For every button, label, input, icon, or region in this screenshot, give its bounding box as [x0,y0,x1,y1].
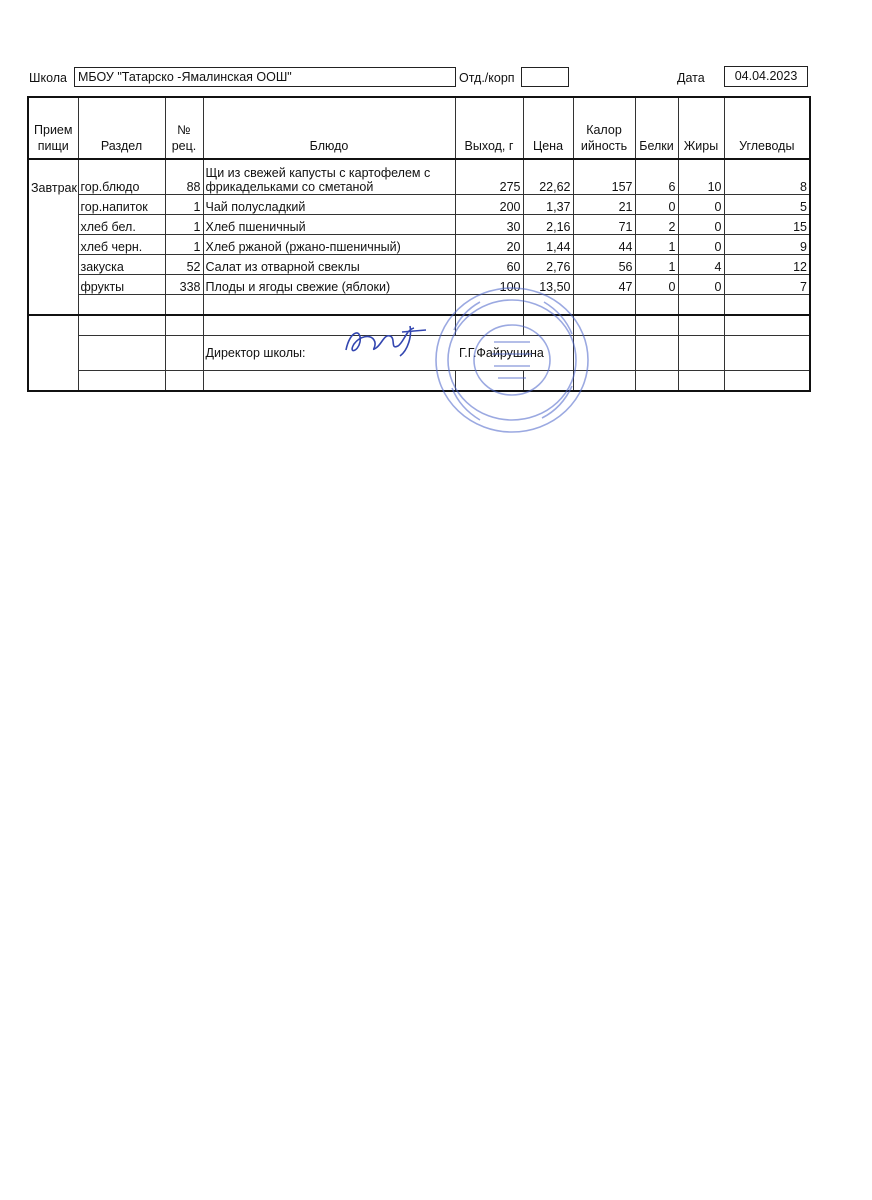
col-header-fat: Жиры [678,97,724,159]
col-header-calories: Калор ийность [573,97,635,159]
cell-price: 1,44 [523,235,573,255]
cell-dish: Чай полусладкий [203,195,455,215]
cell-calories: 47 [573,275,635,295]
cell-dish: Хлеб пшеничный [203,215,455,235]
col-header-carbs: Углеводы [724,97,810,159]
cell-yield: 275 [455,159,523,195]
cell-fat: 0 [678,275,724,295]
cell-recipe: 88 [165,159,203,195]
dept-label: Отд./корп [459,71,515,85]
cell-section: закуска [78,255,165,275]
meal-cell-empty [28,195,78,215]
cell-yield: 100 [455,275,523,295]
col-header-dish: Блюдо [203,97,455,159]
cell-yield: 200 [455,195,523,215]
table-header-row [28,97,810,159]
dept-field [521,67,569,87]
cell-recipe: 52 [165,255,203,275]
cell-recipe: 1 [165,195,203,215]
cell-fat: 4 [678,255,724,275]
cell-section: хлеб бел. [78,215,165,235]
col-header-meal: Прием пищи [28,97,78,159]
cell-carbs: 5 [724,195,810,215]
director-name: Г.Г.Файрушина [455,336,573,371]
col-header-section: Раздел [78,97,165,159]
cell-carbs: 15 [724,215,810,235]
director-row [28,336,810,371]
cell-yield: 20 [455,235,523,255]
cell-dish [203,159,455,195]
cell-dish-line1: Щи из свежей капусты с картофелем с [205,166,431,180]
table-row [28,195,810,215]
cell-dish: Плоды и ягоды свежие (яблоки) [203,275,455,295]
table-row-empty [28,295,810,316]
cell-yield: 60 [455,255,523,275]
cell-fat: 0 [678,235,724,255]
cell-protein: 0 [635,195,678,215]
menu-table [27,96,811,392]
cell-carbs: 7 [724,275,810,295]
cell-protein: 6 [635,159,678,195]
table-row [28,159,810,195]
cell-calories: 157 [573,159,635,195]
cell-section: фрукты [78,275,165,295]
cell-calories: 71 [573,215,635,235]
table-row [28,255,810,275]
cell-price: 2,16 [523,215,573,235]
cell-carbs: 8 [724,159,810,195]
col-header-protein: Белки [635,97,678,159]
cell-protein: 1 [635,255,678,275]
cell-section: гор.напиток [78,195,165,215]
cell-dish: Салат из отварной свеклы [203,255,455,275]
meal-cell-empty [28,235,78,255]
cell-protein: 0 [635,275,678,295]
cell-dish: Хлеб ржаной (ржано-пшеничный) [203,235,455,255]
school-name-field: МБОУ "Татарско -Ямалинская ООШ" [74,67,456,87]
cell-calories: 21 [573,195,635,215]
table-row [28,275,810,295]
cell-protein: 1 [635,235,678,255]
col-header-price: Цена [523,97,573,159]
cell-fat: 0 [678,195,724,215]
table-row-empty [28,315,810,336]
table-row [28,215,810,235]
cell-fat: 10 [678,159,724,195]
cell-recipe: 338 [165,275,203,295]
table-row-empty [28,371,810,392]
cell-carbs: 12 [724,255,810,275]
cell-section: хлеб черн. [78,235,165,255]
meal-cell-empty [28,215,78,235]
school-label: Школа [29,71,67,85]
meal-cell-empty [28,255,78,275]
cell-price: 2,76 [523,255,573,275]
cell-price: 22,62 [523,159,573,195]
table-row [28,235,810,255]
cell-recipe: 1 [165,235,203,255]
cell-fat: 0 [678,215,724,235]
cell-calories: 56 [573,255,635,275]
meal-cell-empty [28,275,78,295]
cell-carbs: 9 [724,235,810,255]
cell-price: 1,37 [523,195,573,215]
date-field: 04.04.2023 [724,66,808,87]
date-label: Дата [677,71,705,85]
cell-price: 13,50 [523,275,573,295]
director-label: Директор школы: [203,336,455,371]
cell-section: гор.блюдо [78,159,165,195]
cell-dish-line2: фрикадельками со сметаной [205,180,374,194]
col-header-yield: Выход, г [455,97,523,159]
meal-name: Завтрак [28,159,78,195]
cell-protein: 2 [635,215,678,235]
cell-yield: 30 [455,215,523,235]
cell-recipe: 1 [165,215,203,235]
cell-calories: 44 [573,235,635,255]
col-header-recipe: № рец. [165,97,203,159]
